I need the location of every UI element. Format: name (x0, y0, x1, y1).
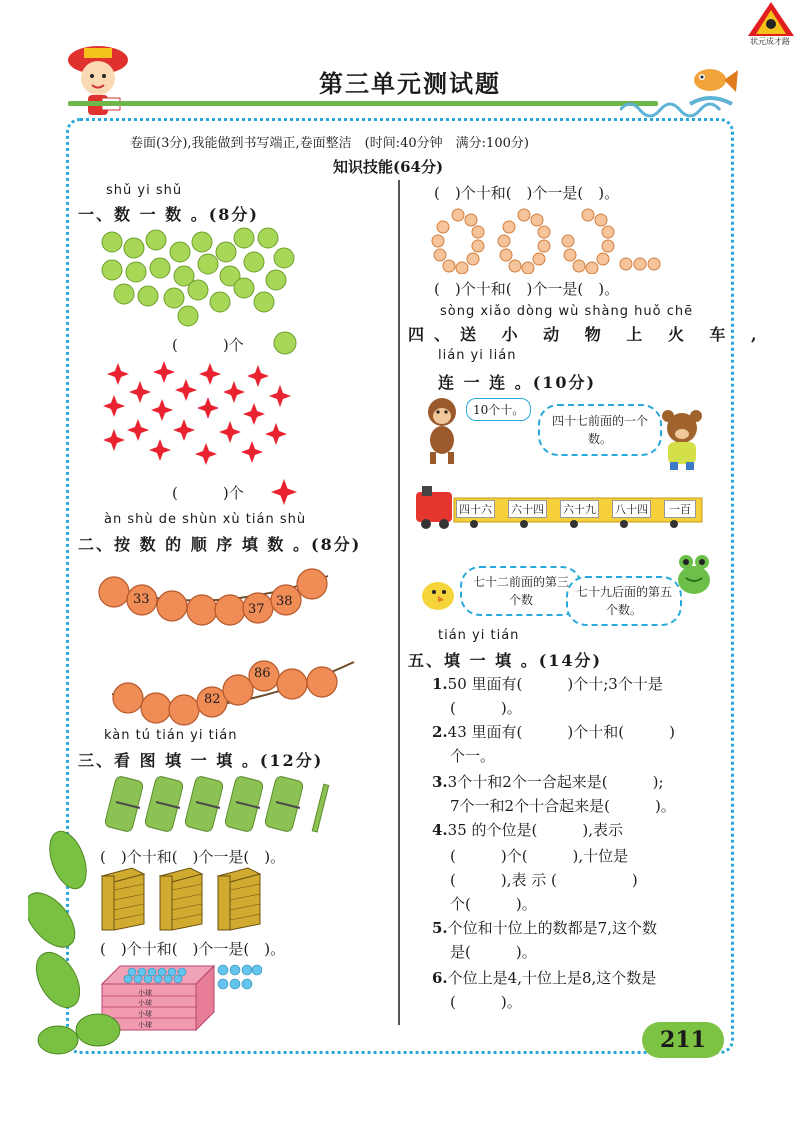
fill-item: 2.43 里面有( )个十和( ) (432, 723, 675, 741)
loose-balls-figure (216, 962, 262, 992)
fill-item: ( )。 (450, 993, 522, 1011)
frog-icon (674, 552, 714, 596)
fill-item: ( )个( ),十位是 (450, 847, 629, 865)
crate-label: 小球 (138, 1021, 152, 1029)
column-divider (398, 180, 400, 1025)
section1-answer-stars: ( )个 (172, 484, 244, 502)
train-car-label: 四十六 (456, 500, 495, 518)
brand-logo-text: 状元成才路 (750, 37, 790, 46)
red-stars-figure (100, 360, 300, 470)
bead-label: 37 (248, 602, 265, 617)
frog-speech-bubble: 七十九后面的第五个数。 (566, 576, 682, 626)
section4-pinyin2: lián yi lián (438, 348, 517, 363)
bead-label: 82 (204, 692, 221, 707)
bird-speech-bubble: 七十二前面的第三个数 (460, 566, 582, 616)
bead-label: 38 (276, 594, 293, 609)
monkey-icon (414, 396, 470, 466)
bear-icon (654, 408, 710, 472)
bead-loops-figure (428, 208, 668, 274)
section3-line2: ( )个十和( )个一是( )。 (100, 940, 286, 958)
fill-item: ( )。 (450, 699, 522, 717)
bead-label: 86 (254, 666, 271, 681)
crate-label: 小球 (138, 1010, 152, 1018)
fill-item: 6.个位上是4,十位上是8,这个数是 (432, 969, 657, 987)
fill-item: 5.个位和十位上的数都是7,这个数 (432, 919, 657, 937)
bear-speech-bubble: 四十七前面的一个数。 (538, 404, 662, 456)
fill-item: 是( )。 (450, 943, 537, 961)
fill-item: 个( )。 (450, 895, 537, 913)
section4-title-line1: 四、送 小 动 物 上 火 车 , (408, 325, 767, 344)
stick-bundles-figure (104, 772, 336, 836)
skills-subheading: 知识技能(64分) (333, 158, 444, 176)
fill-item: 3.3个十和2个一合起来是( ); (432, 773, 664, 791)
header-underline (68, 101, 658, 106)
instruction-note: 卷面(3分),我能做到书写端正,卷面整洁 (时间:40分钟 满分:100分) (130, 136, 529, 151)
train-car-label: 六十四 (508, 500, 547, 518)
train-car-label: 八十四 (612, 500, 651, 518)
monkey-speech-bubble: 10个十。 (466, 398, 531, 421)
section3-pinyin: kàn tú tián yi tián (104, 728, 238, 743)
fill-item: ( ),表 示 ( ) (450, 871, 638, 889)
section3-line4: ( )个十和( )个一是( )。 (434, 280, 620, 298)
section2-title: 二、按 数 的 顺 序 填 数 。(8分) (78, 535, 362, 554)
page-title: 第三单元测试题 (319, 69, 501, 98)
train-car-label: 一百 (664, 500, 696, 518)
page-number: 211 (642, 1022, 724, 1058)
fill-item: 4.35 的个位是( ),表示 (432, 821, 623, 839)
crate-label: 小球 (138, 999, 152, 1007)
section3-line3: ( )个十和( )个一是( )。 (434, 184, 620, 202)
green-dot-icon (272, 330, 298, 356)
section2-pinyin: àn shù de shùn xù tián shù (104, 512, 307, 527)
bird-icon (416, 572, 460, 616)
leaf-decoration-icon (28, 830, 138, 1060)
bead-string-row1 (96, 558, 336, 634)
fill-item: 个一。 (450, 747, 496, 765)
section4-title-line2: 连 一 连 。(10分) (438, 373, 597, 392)
section1-answer-dots: ( )个 (172, 336, 244, 354)
section1-title: 一、数 一 数 。(8分) (78, 205, 259, 224)
section5-pinyin: tián yi tián (438, 628, 520, 643)
fill-item: 1.50 里面有( )个十;3个十是 (432, 675, 663, 693)
wave-decoration-icon (620, 96, 730, 118)
red-star-icon (270, 478, 298, 506)
section4-pinyin1: sòng xiǎo dòng wù shàng huǒ chē (440, 304, 694, 319)
train-car-label: 六十九 (560, 500, 599, 518)
section3-title: 三、看 图 填 一 填 。(12分) (78, 751, 324, 770)
section3-line1: ( )个十和( )个一是( )。 (100, 848, 286, 866)
section1-pinyin: shǔ yi shǔ (106, 183, 183, 198)
bead-string-row2 (108, 654, 358, 730)
green-dots-figure (98, 226, 298, 330)
section5-title: 五、填 一 填 。(14分) (408, 651, 603, 670)
fill-item: 7个一和2个十合起来是( )。 (450, 797, 676, 815)
boy-mascot-icon (58, 40, 138, 122)
crate-label: 小球 (138, 989, 152, 997)
bead-label: 33 (133, 592, 150, 607)
